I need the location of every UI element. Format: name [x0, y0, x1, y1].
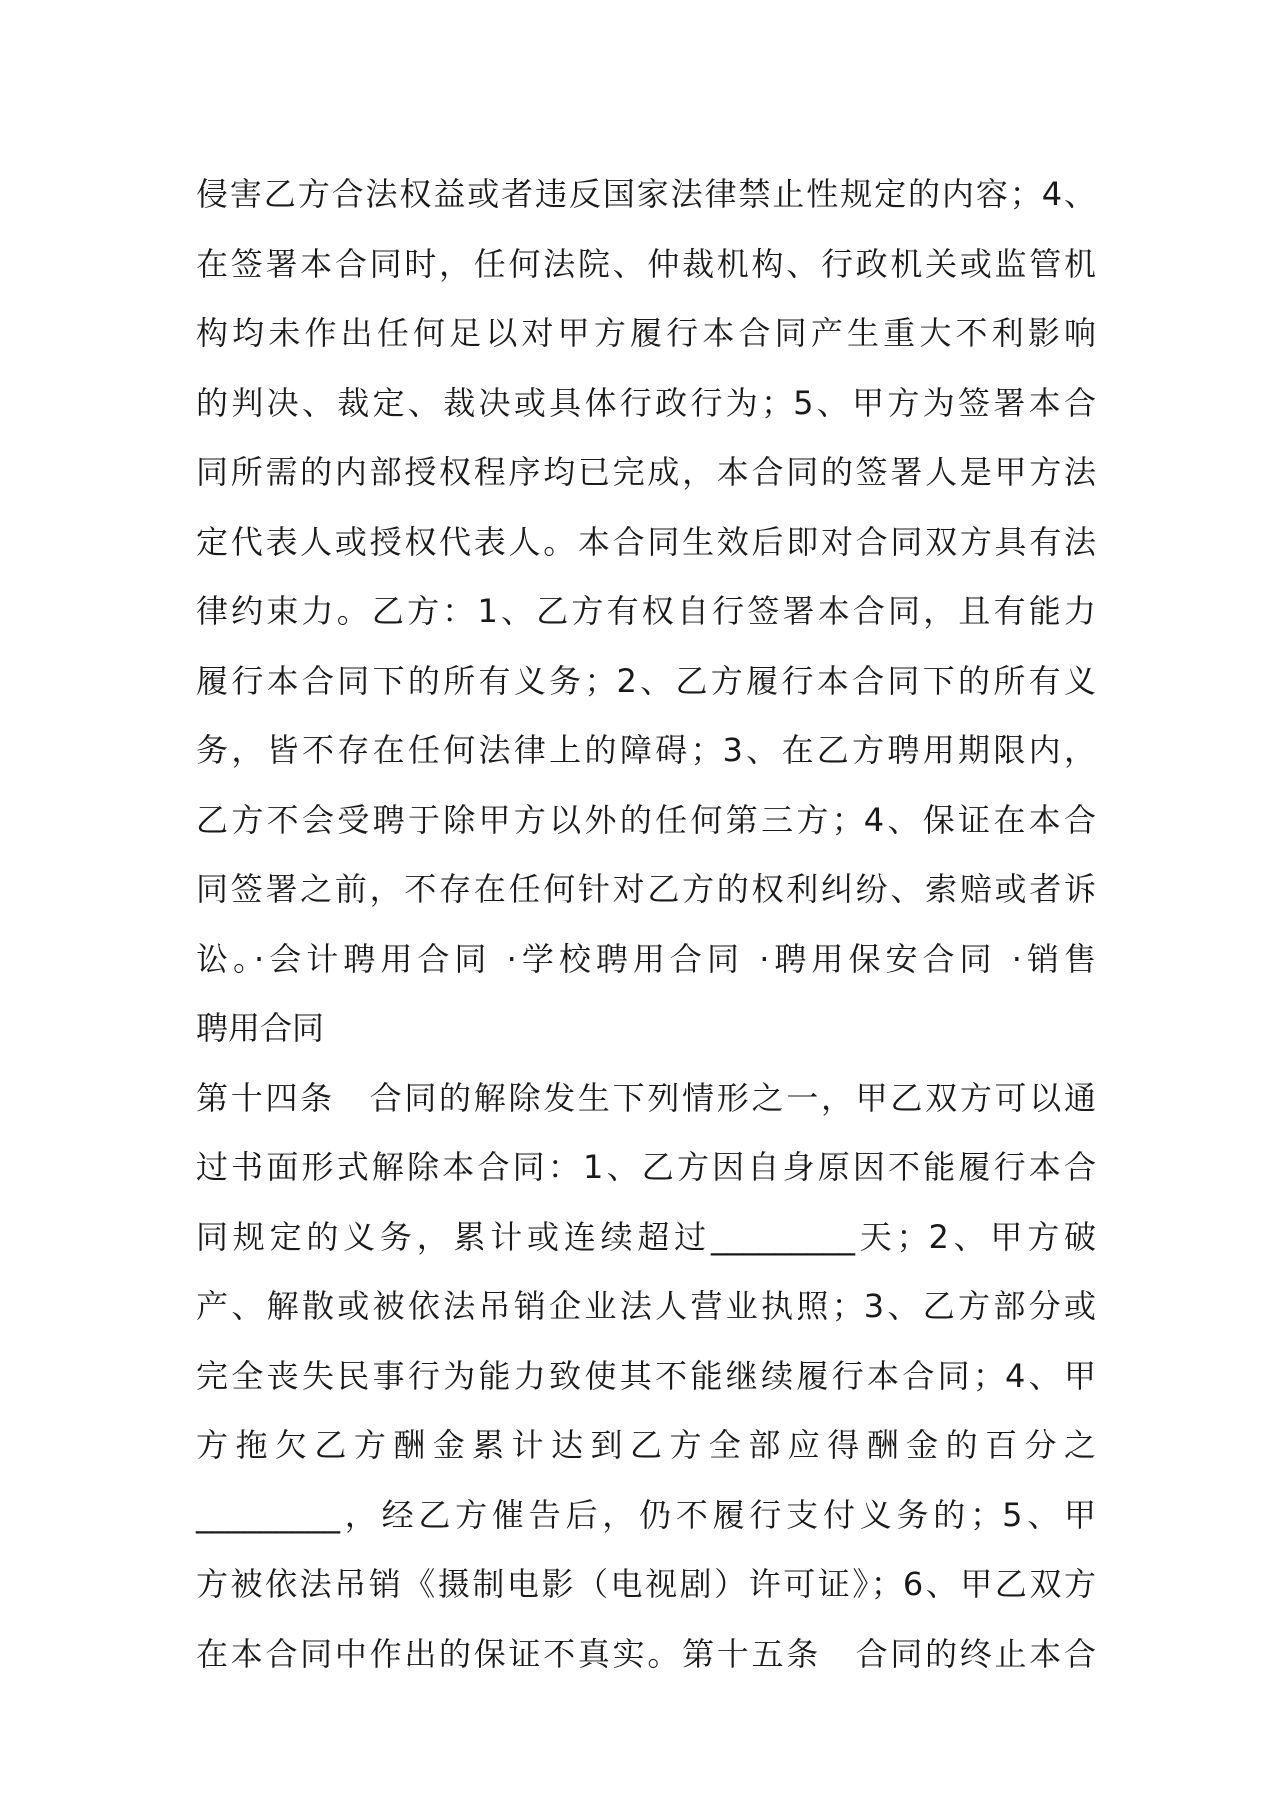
text-line: 务，皆不存在任何法律上的障碍；3、在乙方聘用期限内， — [196, 731, 1096, 769]
text-line: 同签署之前，不存在任何针对乙方的权利纠纷、索赔或者诉 — [196, 870, 1096, 908]
section-heading-line: 第十四条 合同的解除发生下列情形之一，甲乙双方可以通 — [196, 1078, 1096, 1117]
text-line: 的判决、裁定、裁决或具体行政行为；5、甲方为签署本合 — [196, 383, 1096, 422]
text-line: 过书面形式解除本合同：1、乙方因自身原因不能履行本合 — [196, 1148, 1096, 1186]
text-line: 在本合同中作出的保证不真实。第十五条 合同的终止本合 — [196, 1634, 1096, 1673]
text-line: 聘用合同 — [196, 1009, 325, 1047]
text-line: 侵害乙方合法权益或者违反国家法律禁止性规定的内容；4、 — [196, 175, 1096, 213]
text-line: 构均未作出任何足以对甲方履行本合同产生重大不利影响 — [196, 314, 1096, 352]
text-line: _________，经乙方催告后，仍不履行支付义务的；5、甲 — [196, 1495, 1096, 1534]
text-line: 同规定的义务，累计或连续超过_________天；2、甲方破 — [196, 1217, 1096, 1256]
text-line: 方被依法吊销《摄制电影（电视剧）许可证》；6、甲乙双方 — [196, 1565, 1096, 1603]
text-line: 在签署本合同时，任何法院、仲裁机构、行政机关或监管机 — [196, 244, 1096, 283]
text-line: 定代表人或授权代表人。本合同生效后即对合同双方具有法 — [196, 522, 1096, 561]
contract-text — [196, 160, 1096, 1689]
text-line: 产、解散或被依法吊销企业法人营业执照；3、乙方部分或 — [196, 1287, 1096, 1325]
text-line: 方拖欠乙方酬金累计达到乙方全部应得酬金的百分之 — [196, 1426, 1096, 1464]
text-line: 同所需的内部授权程序均已完成，本合同的签署人是甲方法 — [196, 453, 1096, 491]
text-line: 完全丧失民事行为能力致使其不能继续履行本合同；4、甲 — [196, 1356, 1096, 1395]
text-line: 乙方不会受聘于除甲方以外的任何第三方；4、保证在本合 — [196, 800, 1096, 839]
text-line: 讼。·会计聘用合同 ·学校聘用合同 ·聘用保安合同 ·销售 — [196, 939, 1096, 978]
text-line: 履行本合同下的所有义务；2、乙方履行本合同下的所有义 — [196, 661, 1096, 700]
text-line: 律约束力。乙方：1、乙方有权自行签署本合同，且有能力 — [196, 592, 1096, 630]
